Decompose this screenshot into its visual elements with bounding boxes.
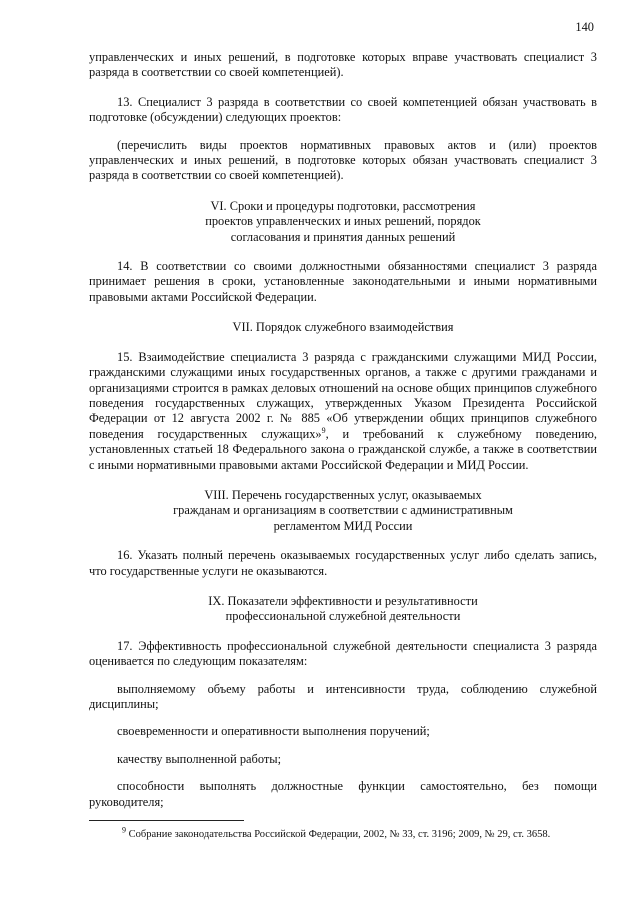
heading-line: VIII. Перечень государственных услуг, оказываемых <box>204 487 482 502</box>
heading-line: регламентом МИД России <box>273 518 413 533</box>
list-item: своевременности и оперативности выполнения поручений; <box>117 724 430 739</box>
page-number: 140 <box>575 20 594 34</box>
footnote-mark: 9 <box>122 825 126 835</box>
heading-line: профессиональной служебной деятельности <box>225 609 461 624</box>
heading-line: IX. Показатели эффективности и результативности <box>208 593 478 608</box>
heading-line: VI. Сроки и процедуры подготовки, рассмотрения <box>210 198 476 213</box>
paragraph-13-placeholder: (перечислить виды проектов нормативных правовых актов и (или) проектов управленческих и иных решений, в подготовке которых обязан участвовать специалист 3 разряда в соответствии со своей компетенцией). <box>89 137 597 183</box>
section-heading-vi <box>89 199 597 245</box>
paragraph-continuation: управленческих и иных решений, в подготовке которых вправе участвовать специалист 3 разряда в соответствии со своей компетенцией). <box>89 50 597 80</box>
footnote-reference: 9 <box>321 425 326 435</box>
footnote-divider <box>89 820 244 821</box>
paragraph-13: 13. Специалист 3 разряда в соответствии со своей компетенцией обязан участвовать в подготовке (обсуждении) следующих проектов: <box>89 94 597 125</box>
list-item: выполняемому объему работы и интенсивности труда, соблюдению служебной дисциплины; <box>89 681 597 711</box>
heading-line: гражданам и организациям в соответствии с административным <box>173 503 513 518</box>
paragraph-15-text-end: , и требований к служебному поведению, установленных статьей 18 Федерального закона о гражданской службе, а также в соответствии с иными нормативными правовыми актами Российской Федерации и МИД России. <box>89 426 597 472</box>
heading-line: VII. Порядок служебного взаимодействия <box>232 320 454 335</box>
document-body <box>89 50 597 810</box>
heading-line: проектов управленческих и иных решений, порядок <box>205 214 481 229</box>
list-item: способности выполнять должностные функции самостоятельно, без помощи руководителя; <box>89 779 597 809</box>
section-heading-ix <box>89 594 597 625</box>
paragraph-16: 16. Указать полный перечень оказываемых государственных услуг либо сделать запись, что государственные услуги не оказываются. <box>89 548 597 578</box>
paragraph-15-text: 15. Взаимодействие специалиста 3 разряда с гражданскими служащими МИД России, гражданскими служащими иных государственных органов, а также с другими гражданами и организациями строится в рамках деловых отношений на основе общих принципов служебного поведения государственных служащих, утвержденных Указом Президента Российской Федерации от 12 августа 2002 г. № 885 «Об утверждении общих принципов служебного поведения государственных служащих» <box>89 349 597 441</box>
paragraph-14: 14. В соответствии со своими должностными обязанностями специалист 3 разряда принимает решения в сроки, установленные законодательными и иными нормативными правовыми актами Российской Федерации. <box>89 259 597 304</box>
section-heading-vii <box>89 320 597 335</box>
paragraph-17: 17. Эффективность профессиональной служебной деятельности специалиста 3 разряда оценивается по следующим показателям: <box>89 638 597 669</box>
section-heading-viii <box>89 488 597 534</box>
footnote <box>122 825 551 841</box>
footnote-text: Собрание законодательства Российской Федерации, 2002, № 33, ст. 3196; 2009, № 29, ст. 3658. <box>128 829 551 840</box>
paragraph-15 <box>89 350 597 473</box>
list-item: качеству выполненной работы; <box>117 751 282 766</box>
heading-line: согласования и принятия данных решений <box>230 229 456 244</box>
